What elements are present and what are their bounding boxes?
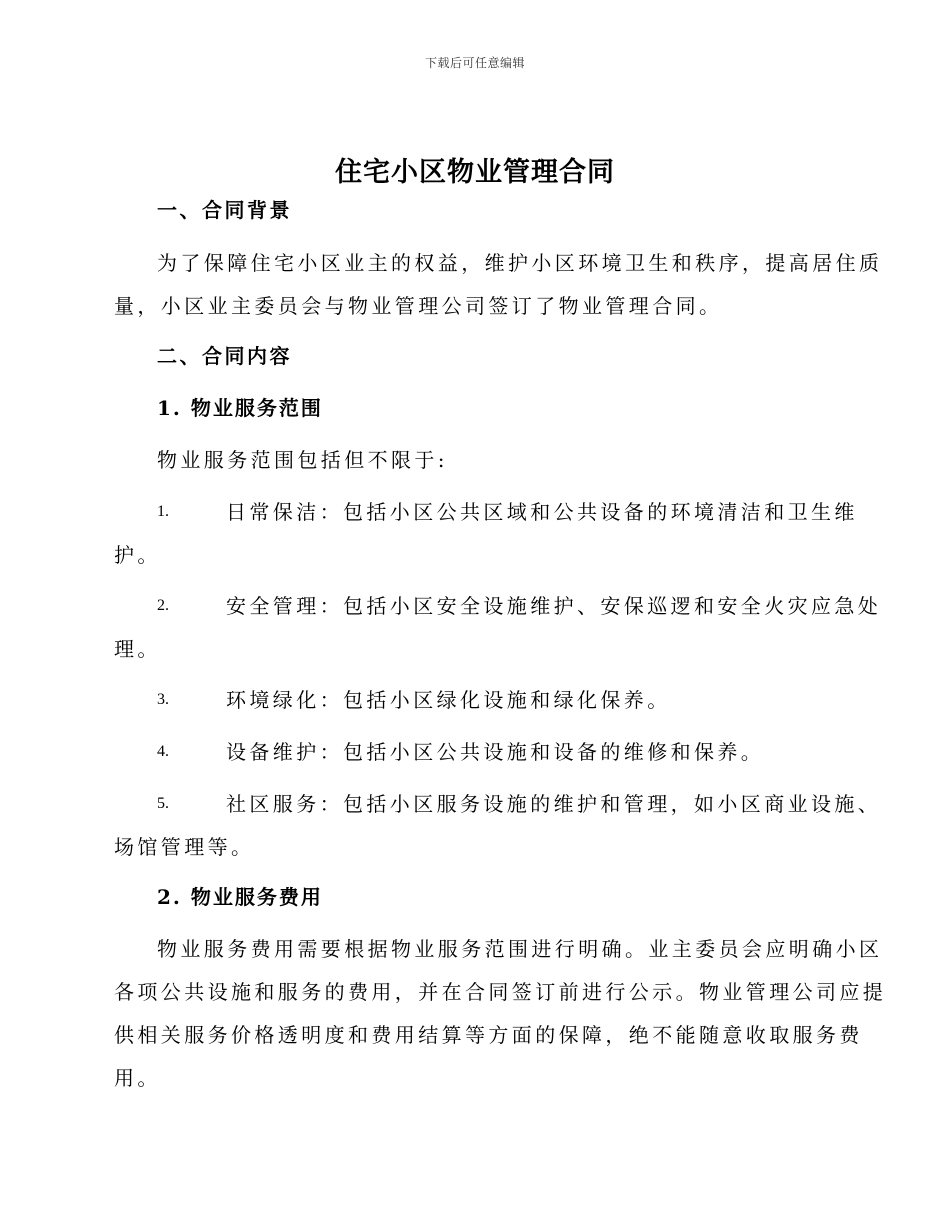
paragraph-line: 供相关服务价格透明度和费用结算等方面的保障，绝不能随意收取服务费: [114, 1023, 863, 1047]
document-title: 住宅小区物业管理合同: [335, 157, 615, 188]
scope-intro: 物业服务范围包括但不限于:: [157, 448, 448, 472]
list-item-continuation: 场馆管理等。: [114, 835, 255, 859]
paragraph-line: 为了保障住宅小区业主的权益，维护小区环境卫生和秩序，提高居住质: [157, 251, 883, 275]
paragraph-line: 物业服务费用需要根据物业服务范围进行明确。业主委员会应明确小区: [157, 937, 883, 961]
subsection-heading-fees: 2. 物业服务费用: [157, 885, 323, 909]
subsection-heading-scope: 1. 物业服务范围: [157, 396, 323, 420]
list-item-number: 2.: [157, 597, 169, 614]
list-item-text: 设备维护：包括小区公共设施和设备的维修和保养。: [226, 740, 765, 764]
list-item-text: 日常保洁：包括小区公共区域和公共设备的环境清洁和卫生维: [226, 500, 858, 524]
header-note: 下载后可任意编辑: [424, 56, 525, 70]
paragraph-line: 量，小区业主委员会与物业管理公司签订了物业管理合同。: [114, 294, 723, 318]
list-item-number: 4.: [157, 743, 169, 760]
list-item-number: 1.: [157, 503, 169, 520]
list-item-continuation: 理。: [114, 637, 161, 661]
list-item-continuation: 护。: [114, 543, 161, 567]
list-item-text: 社区服务：包括小区服务设施的维护和管理，如小区商业设施、: [226, 792, 882, 816]
list-item-number: 3.: [157, 691, 169, 708]
list-item-number: 5.: [157, 795, 169, 812]
paragraph-line: 各项公共设施和服务的费用，并在合同签订前进行公示。物业管理公司应提: [114, 980, 887, 1004]
section-heading-content: 二、合同内容: [157, 344, 292, 368]
list-item-text: 环境绿化：包括小区绿化设施和绿化保养。: [226, 688, 671, 712]
list-item-text: 安全管理：包括小区安全设施维护、安保巡逻和安全火灾应急处: [226, 594, 882, 618]
section-heading-background: 一、合同背景: [157, 198, 292, 222]
paragraph-line: 用。: [114, 1066, 161, 1090]
